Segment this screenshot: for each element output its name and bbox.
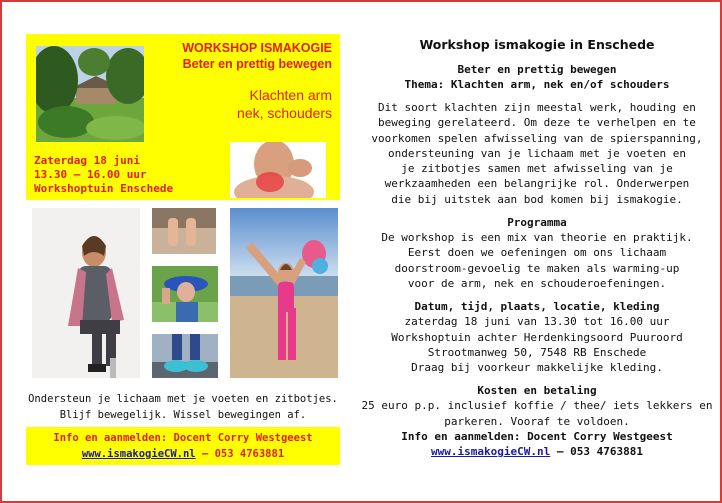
intro-line: voorkomen spelen afwisseling van de spierspanning, [371,131,703,145]
complaint-line2: nek, schouders [237,105,332,121]
garden-photo [36,46,144,142]
right-website-link[interactable]: www.ismakogieCW.nl [431,445,551,459]
website-link[interactable]: www.ismakogieCW.nl [81,448,196,460]
datum-heading: Datum, tijd, plaats, locatie, kleding [414,300,660,314]
kosten-line: parkeren. Vooraf te voldoen. [444,414,630,428]
description-title: Workshop ismakogie in Enschede [419,37,655,52]
complaint-line1: Klachten arm [249,87,332,103]
contact-panel [26,427,340,465]
programma-paragraph [358,230,716,291]
date-line2: 13.30 – 16.00 uur [34,168,147,181]
programma-line: voor de arm, nek en schouderoefeningen. [407,276,667,290]
datum-paragraph [358,314,716,375]
workshop-title [132,40,332,72]
programma-heading: Programma [507,216,567,230]
caption-line2: Blijf bewegelijk. Wissel bewegingen af. [59,409,307,421]
description-subtitle-1: Beter en prettig bewegen [457,63,617,76]
datum-line: Strootmanweg 50, 7548 RB Enschede [427,345,647,359]
phone-number: – 053 4763881 [195,448,285,460]
programma-line: doorstroom-gevoelig te maken als warming-up [394,261,680,275]
header-panel [26,34,340,200]
workshop-title-line2: Beter en prettig bewegen [182,57,332,71]
workshop-title-line1: WORKSHOP ISMAKOGIE [182,41,332,55]
intro-paragraph [358,100,716,207]
right-contact-label: Info en aanmelden: Docent Corry Westgeest [401,430,673,444]
date-line3: Workshoptuin Enschede [34,182,174,195]
intro-line: die bij uitstek aan bod komen bij ismakogie. [391,192,683,206]
intro-line: je zitbotjes samen met afwisseling van je [401,162,673,176]
intro-line: Dit soort klachten zijn meestal werk, houding en [378,101,696,114]
beach-woman-photo [230,208,338,378]
photo-caption [28,391,338,423]
contact-line [26,447,340,462]
neck-pain-image [230,142,326,198]
date-line1: Zaterdag 18 juni [34,154,140,167]
seated-woman-photo [32,208,140,378]
datum-line: Draag bij voorkeur makkelijke kleding. [411,361,663,375]
kosten-paragraph [358,398,716,429]
woman-with-hat-photo [152,266,218,322]
contact-label: Info en aanmelden: Docent Corry Westgeest [53,432,313,444]
intro-line: werkzaamheden een belangrijke rol. Onderwerpen [384,177,690,191]
right-phone-number: – 053 4763881 [550,445,643,459]
intro-line: ondersteuning van je lichaam met je voeten en [387,146,686,160]
right-contact-line [358,444,716,459]
datum-line: zaterdag 18 juni van 13.30 tot 16.00 uur [404,315,670,329]
description-subtitle-2: Thema: Klachten arm, nek en/of schouders [404,78,670,91]
caption-line1: Ondersteun je lichaam met je voeten en zitbotjes. [28,393,338,405]
programma-line: De workshop is een mix van theorie en praktijk. [381,231,693,245]
kosten-heading: Kosten en betaling [477,384,597,398]
kosten-line: 25 euro p.p. inclusief koffie / thee/ iets lekkers en [361,399,713,413]
datum-line: Workshoptuin achter Herdenkingsoord Puuroord [391,330,683,344]
intro-line: beweging gerelateerd. Om deze te verhelpen en te [378,116,696,130]
description-column [358,36,716,459]
complaint-text [172,86,332,122]
bare-feet-photo [152,208,216,254]
date-block [34,154,234,196]
sneakers-photo [152,334,218,378]
programma-line: Eerst doen we oefeningen om ons lichaam [407,246,667,260]
